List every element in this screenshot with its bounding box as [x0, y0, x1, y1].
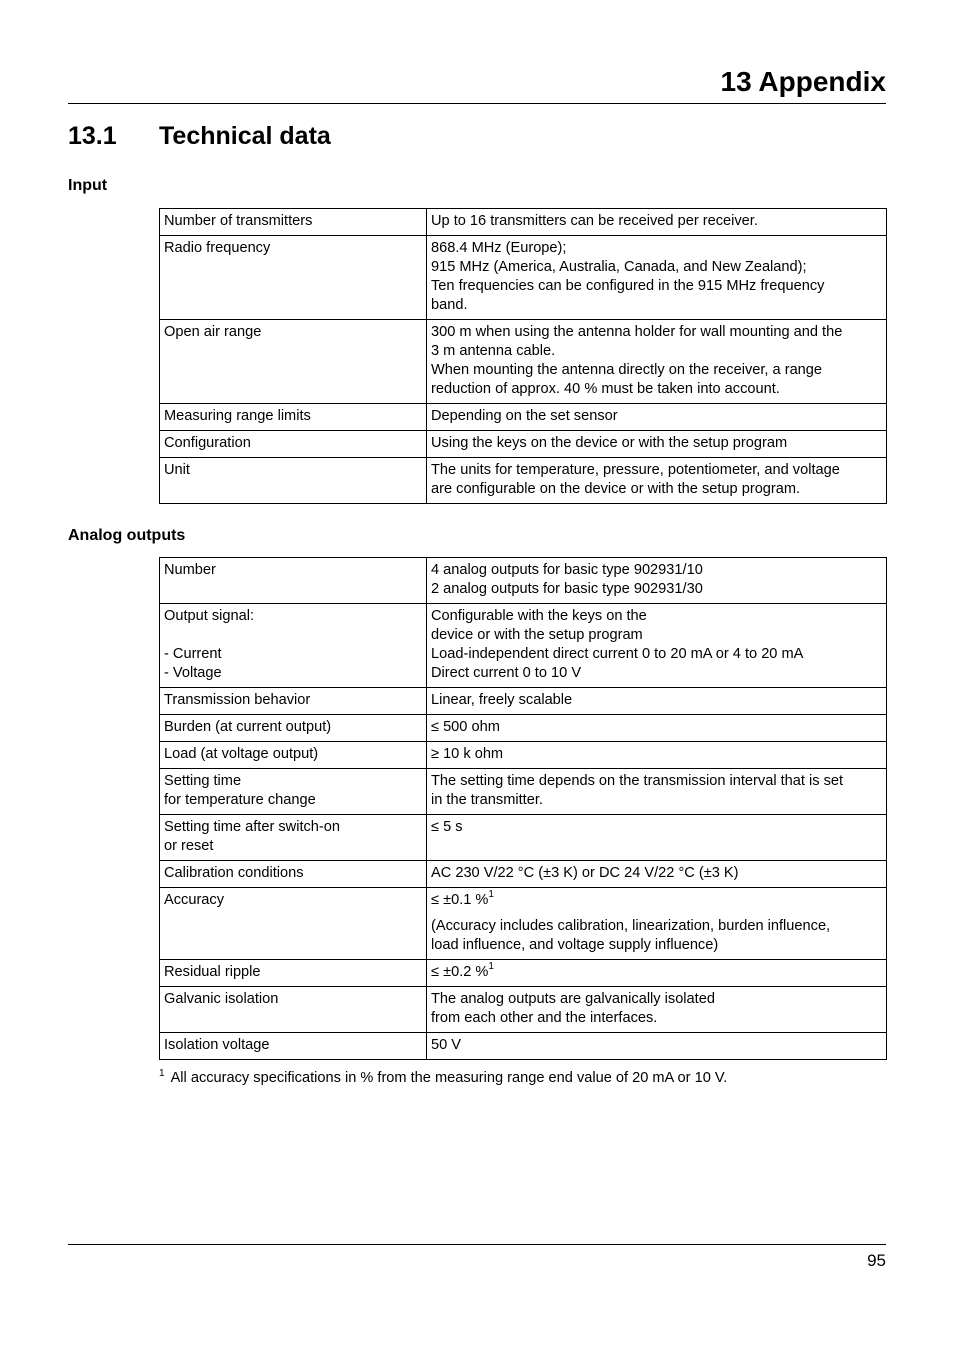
row-label: - Current [164, 646, 222, 662]
row-value: Linear, freely scalable [431, 692, 573, 708]
row-label: Burden (at current output) [164, 719, 332, 735]
header-rule [68, 103, 886, 104]
input-table-body [160, 209, 887, 504]
section-title: Technical data [159, 122, 331, 150]
row-value: ≤ ±0.1 % [431, 892, 489, 908]
row-value: are configurable on the device or with the setup program. [431, 481, 801, 497]
row-label: Open air range [164, 324, 262, 340]
row-value: AC 230 V/22 °C (±3 K) or DC 24 V/22 °C (±3 K) [431, 865, 739, 881]
row-label: Setting time [164, 773, 242, 789]
table-row [160, 209, 887, 236]
analog-heading: Analog outputs [68, 527, 186, 544]
footer-rule [68, 1244, 886, 1245]
row-value: 50 V [431, 1037, 462, 1053]
row-value: 868.4 MHz (Europe); [431, 240, 567, 256]
table-row [160, 236, 887, 320]
row-value: from each other and the interfaces. [431, 1010, 658, 1026]
table-row [160, 861, 887, 888]
row-label: Measuring range limits [164, 408, 311, 424]
row-value: device or with the setup program [431, 627, 643, 643]
row-label: Calibration conditions [164, 865, 304, 881]
chapter-title: 13 Appendix [720, 66, 886, 97]
footnote-ref: 1 [488, 961, 494, 972]
table-row [160, 558, 887, 604]
row-label: Setting time after switch-on [164, 819, 341, 835]
row-label: Output signal: [164, 608, 255, 624]
row-value: Up to 16 transmitters can be received per receiver. [431, 213, 758, 229]
table-row [160, 742, 887, 769]
row-value: 2 analog outputs for basic type 902931/30 [431, 581, 703, 597]
row-value: 300 m when using the antenna holder for wall mounting and the [431, 324, 843, 340]
row-label: Number of transmitters [164, 213, 313, 229]
footnote [159, 1070, 727, 1086]
page-number: 95 [867, 1251, 886, 1270]
row-value: (Accuracy includes calibration, linearization, burden influence, [431, 918, 831, 934]
row-value: band. [431, 297, 468, 313]
row-value: in the transmitter. [431, 792, 543, 808]
table-row [160, 769, 887, 815]
row-value: Direct current 0 to 10 V [431, 665, 582, 681]
row-label: Number [164, 562, 216, 578]
row-value: Configurable with the keys on the [431, 608, 647, 624]
row-label: Residual ripple [164, 964, 261, 980]
row-label: for temperature change [164, 792, 316, 808]
row-label: Galvanic isolation [164, 991, 279, 1007]
footnote-ref: 1 [488, 889, 494, 900]
table-row [160, 431, 887, 458]
input-heading: Input [68, 177, 108, 194]
table-row [160, 960, 887, 987]
row-label: Radio frequency [164, 240, 271, 256]
footnote-text: All accuracy specifications in % from the measuring range end value of 20 mA or 10 V. [170, 1070, 728, 1086]
row-label: Isolation voltage [164, 1037, 270, 1053]
table-row [160, 987, 887, 1033]
row-value: ≤ ±0.2 % [431, 964, 489, 980]
row-value: The analog outputs are galvanically isolated [431, 991, 715, 1007]
row-value: Load-independent direct current 0 to 20 mA or 4 to 20 mA [431, 646, 804, 662]
table-row [160, 815, 887, 861]
row-value: ≥ 10 k ohm [431, 746, 504, 762]
row-value: When mounting the antenna directly on the receiver, a range [431, 362, 823, 378]
table-row [160, 1033, 887, 1060]
row-value: Using the keys on the device or with the setup program [431, 435, 788, 451]
row-value: 3 m antenna cable. [431, 343, 556, 359]
table-row [160, 320, 887, 404]
row-value: Depending on the set sensor [431, 408, 618, 424]
footnote-mark: 1 [159, 1068, 165, 1079]
table-row [160, 404, 887, 431]
analog-table [159, 557, 887, 1060]
row-label: or reset [164, 838, 214, 854]
row-label: Load (at voltage output) [164, 746, 319, 762]
row-label: - Voltage [164, 665, 222, 681]
row-value: reduction of approx. 40 % must be taken into account. [431, 381, 780, 397]
row-label: Transmission behavior [164, 692, 311, 708]
row-value: 915 MHz (America, Australia, Canada, and New Zealand); [431, 259, 807, 275]
table-row [160, 458, 887, 504]
input-table [159, 208, 887, 504]
row-value: ≤ 5 s [431, 819, 463, 835]
row-value: The setting time depends on the transmission interval that is set [431, 773, 844, 789]
table-row [160, 888, 887, 960]
section-number: 13.1 [68, 122, 117, 150]
row-value: 4 analog outputs for basic type 902931/10 [431, 562, 703, 578]
table-row [160, 604, 887, 688]
row-label: Configuration [164, 435, 251, 451]
row-value: ≤ 500 ohm [431, 719, 500, 735]
row-value: The units for temperature, pressure, potentiometer, and voltage [431, 462, 840, 478]
row-label: Accuracy [164, 892, 225, 908]
row-label: Unit [164, 462, 190, 478]
row-value: load influence, and voltage supply influence) [431, 937, 719, 953]
table-row [160, 688, 887, 715]
table-row [160, 715, 887, 742]
row-value: Ten frequencies can be configured in the 915 MHz frequency [431, 278, 825, 294]
